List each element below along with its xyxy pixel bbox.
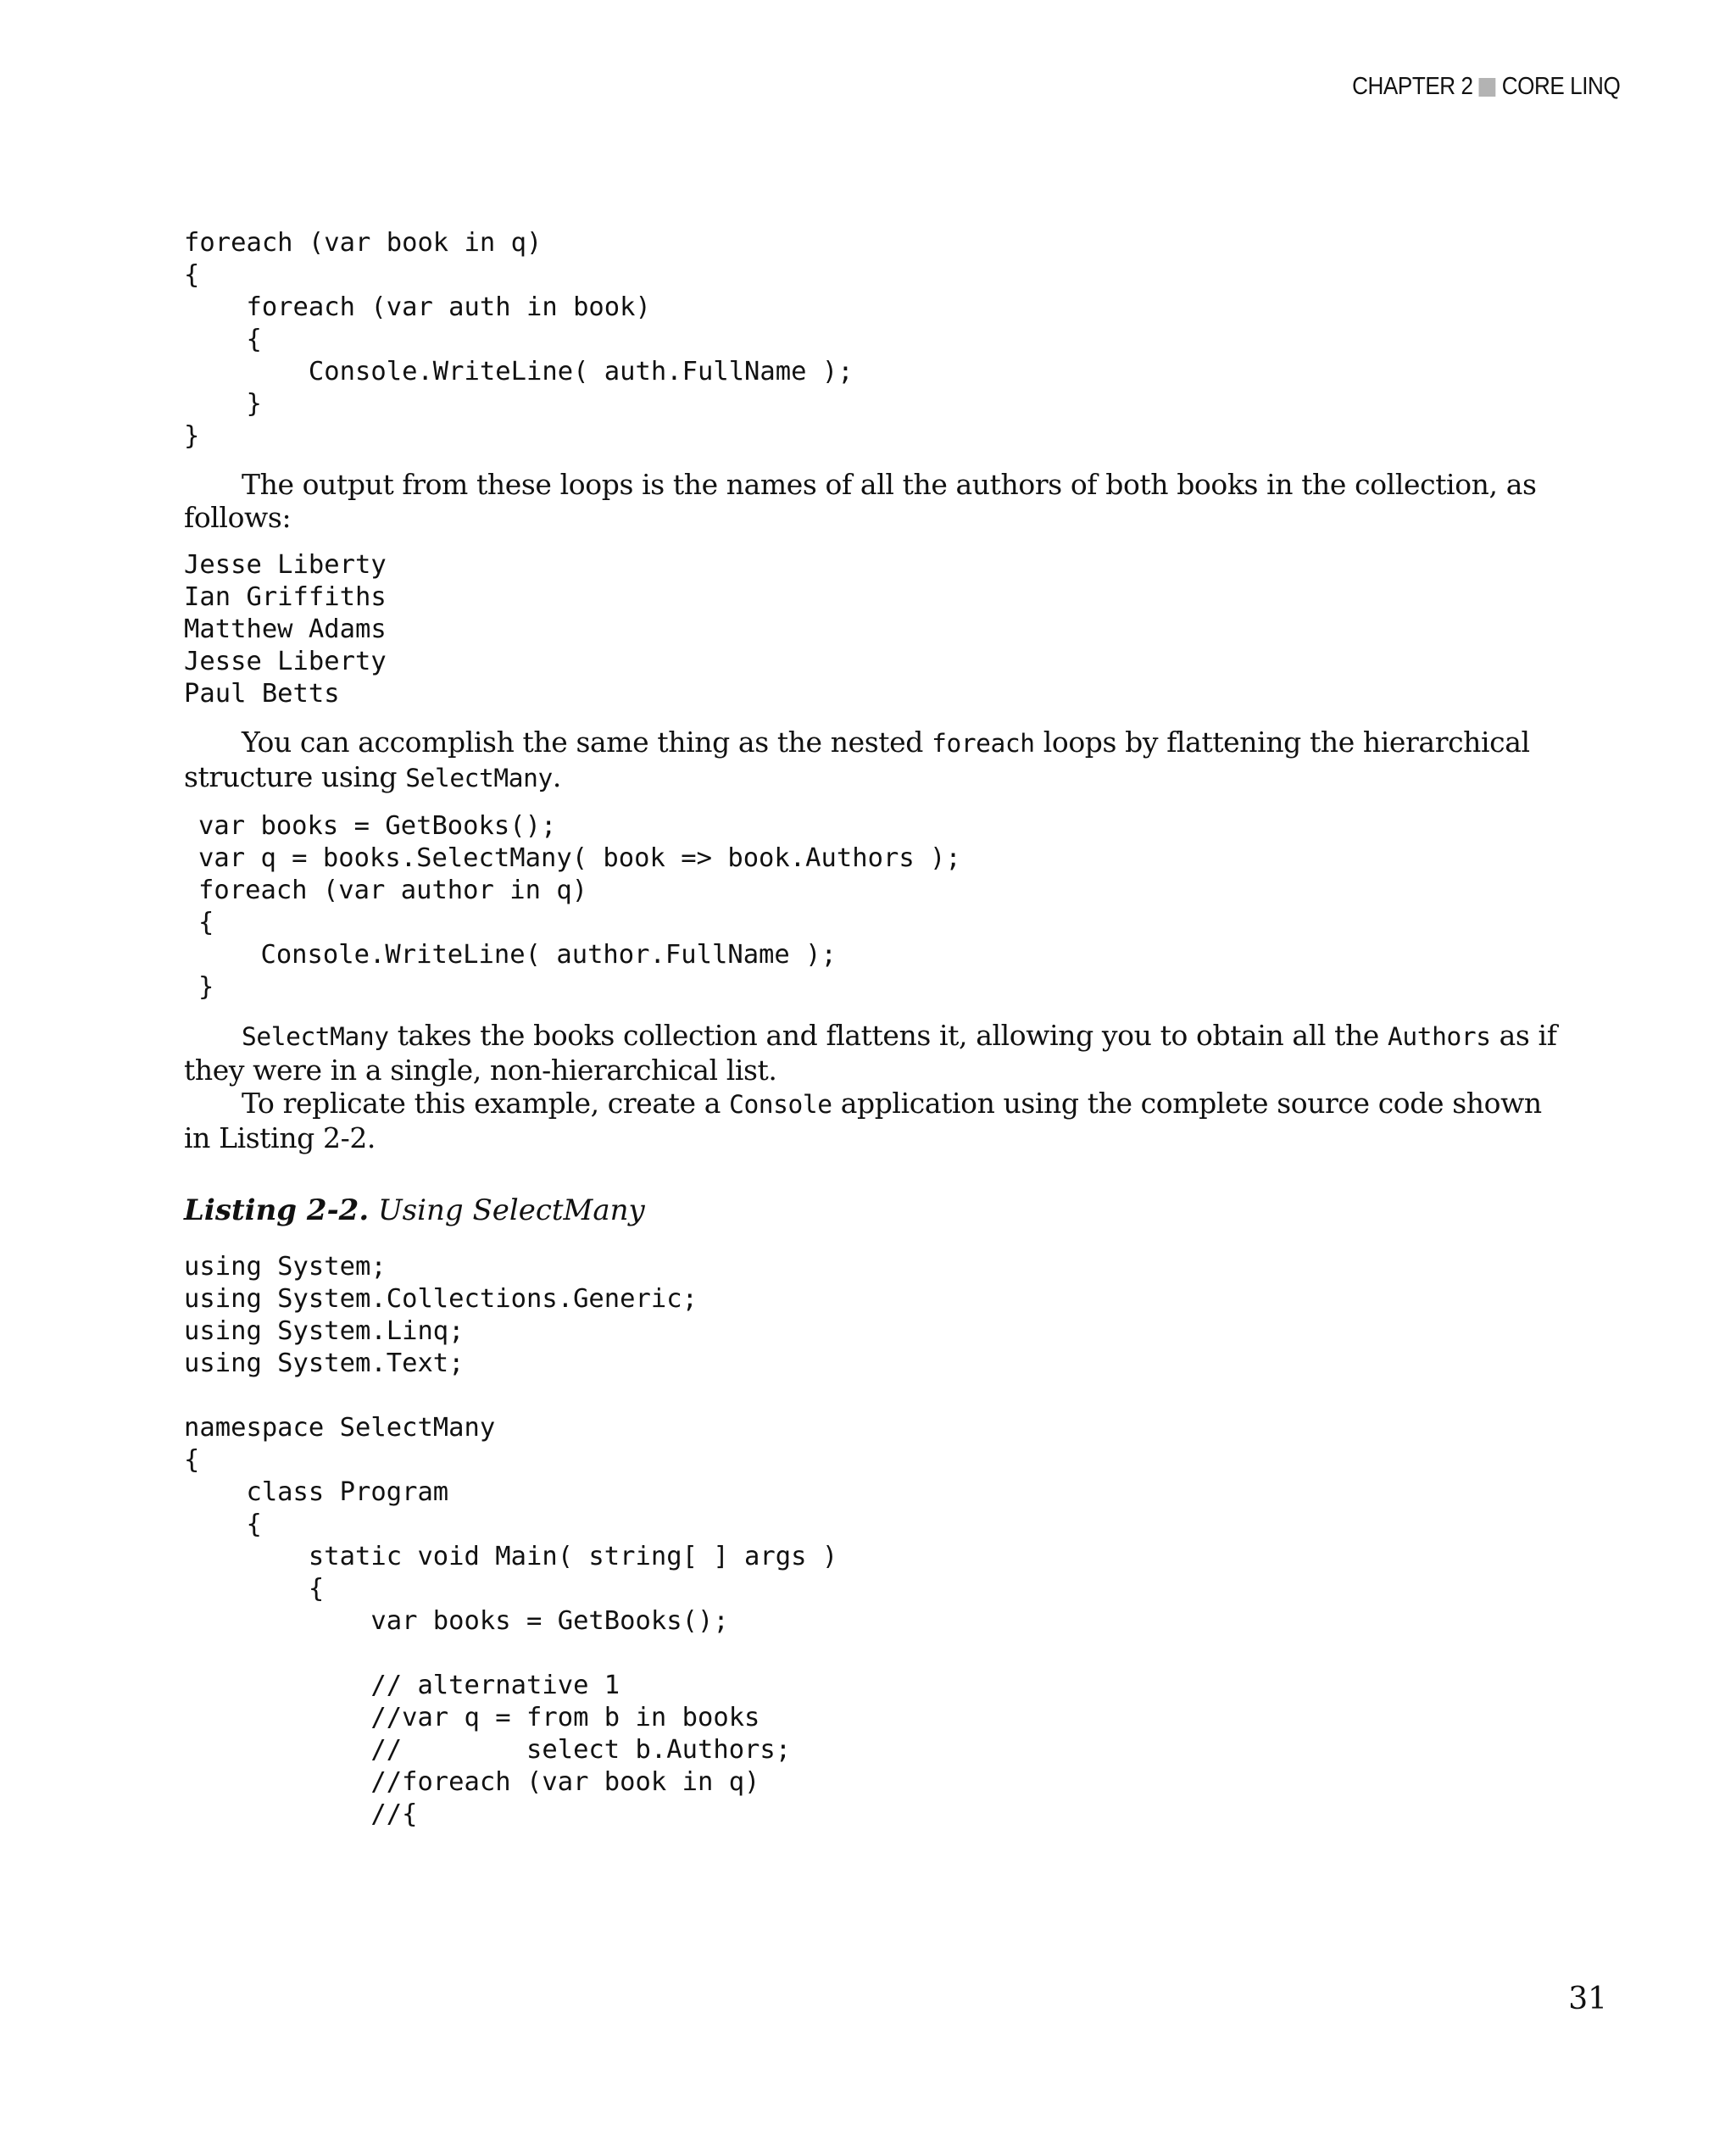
code-block-listing-2-2: using System; using System.Collections.Generic; using System.Linq; using System.Text; namespace SelectMany { class Program { static void Main( string[ ] args ) { var books = GetBooks(); // alternative 1 //var q = from b in books // select b.Authors; //foreach (var book in q) //{ [184,1252,838,1829]
inline-code-selectmany: SelectMany [242,1022,389,1051]
chapter-label: CHAPTER 2 [1351,73,1473,100]
paragraph-replicate: To replicate this example, create a Console application using the complete source code shown in Listing 2-2. [184,1087,1542,1154]
separator-square-icon [1478,78,1495,97]
page-content [184,227,1557,1831]
code-block-selectmany: var books = GetBooks(); var q = books.SelectMany( book => book.Authors ); foreach (var author in q) { Console.WriteLine( author.FullName ); } [198,811,961,1002]
section-label: CORE LINQ [1501,73,1620,100]
code-block-nested-foreach: foreach (var book in q) { foreach (var auth in book) { Console.WriteLine( auth.FullName ); } } [184,228,854,451]
inline-code-authors: Authors [1388,1022,1491,1051]
listing-caption [184,1193,1557,1227]
listing-number: Listing 2-2. [184,1193,370,1227]
inline-code-foreach: foreach [932,729,1035,758]
inline-code-selectmany: SelectMany [405,764,553,792]
output-block-authors: Jesse Liberty Ian Griffiths Matthew Adams Jesse Liberty Paul Betts [184,550,387,709]
paragraph-output-intro: The output from these loops is the names of all the authors of both books in the collection, as follows: [184,468,1537,534]
paragraph-flatten: You can accomplish the same thing as the nested foreach loops by flattening the hierarchical structure using SelectMany. [184,726,1530,793]
paragraph-selectmany-explained: SelectMany takes the books collection and flattens it, allowing you to obtain all the Authors as if they were in a single, non-hierarchical list. [184,1019,1557,1087]
inline-code-console: Console [729,1090,832,1119]
running-header [1352,73,1620,101]
listing-title: Using SelectMany [378,1193,645,1227]
page-number: 31 [1568,1982,1607,2016]
